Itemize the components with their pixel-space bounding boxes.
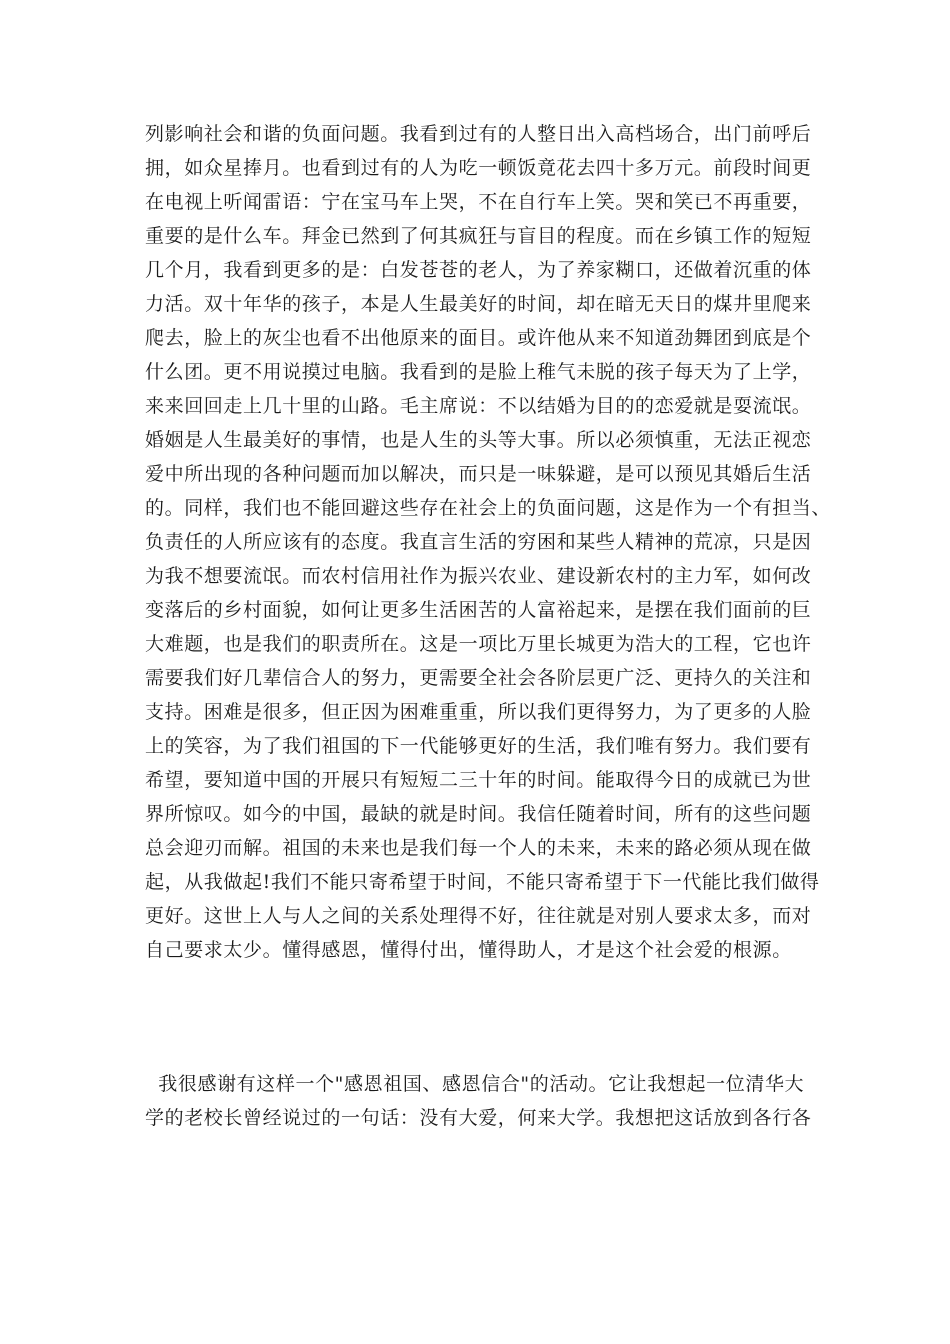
text-line: 重要的是什么车。拜金已然到了何其疯狂与盲目的程度。而在乡镇工作的短短 — [145, 225, 812, 247]
text-line: 我很感谢有这样一个"感恩祖国、感恩信合"的活动。它让我想起一位清华大 — [145, 1073, 805, 1095]
text-line: 学的老校长曾经说过的一句话：没有大爱，何来大学。我想把这话放到各行各 — [145, 1107, 812, 1129]
text-line: 自己要求太少。懂得感恩，懂得付出，懂得助人，才是这个社会爱的根源。 — [145, 939, 792, 961]
text-line: 起，从我做起!我们不能只寄希望于时间，不能只寄希望于下一代能比我们做得 — [145, 871, 820, 893]
text-line: 力活。双十年华的孩子，本是人生最美好的时间，却在暗无天日的煤井里爬来 — [145, 293, 812, 315]
text-line: 爱中所出现的各种问题而加以解决，而只是一味躲避，是可以预见其婚后生活 — [145, 463, 812, 485]
text-line: 拥，如众星捧月。也看到过有的人为吃一顿饭竟花去四十多万元。前段时间更 — [145, 157, 812, 179]
text-line: 更好。这世上人与人之间的关系处理得不好，往往就是对别人要求太多，而对 — [145, 905, 812, 927]
text-line: 列影响社会和谐的负面问题。我看到过有的人整日出入高档场合，出门前呼后 — [145, 123, 812, 145]
text-line: 希望，要知道中国的开展只有短短二三十年的时间。能取得今日的成就已为世 — [145, 769, 812, 791]
text-line: 界所惊叹。如今的中国，最缺的就是时间。我信任随着时间，所有的这些问题 — [145, 803, 812, 825]
text-line: 总会迎刃而解。祖国的未来也是我们每一个人的未来，未来的路必须从现在做 — [145, 837, 812, 859]
text-line: 爬去，脸上的灰尘也看不出他原来的面目。或许他从来不知道劲舞团到底是个 — [145, 327, 812, 349]
text-line: 什么团。更不用说摸过电脑。我看到的是脸上稚气未脱的孩子每天为了上学， — [145, 361, 812, 383]
text-line: 在电视上听闻雷语：宁在宝马车上哭，不在自行车上笑。哭和笑已不再重要， — [145, 191, 812, 213]
text-line: 来来回回走上几十里的山路。毛主席说：不以结婚为目的的恋爱就是耍流氓。 — [145, 395, 812, 417]
text-line: 支持。困难是很多，但正因为困难重重，所以我们更得努力，为了更多的人脸 — [145, 701, 812, 723]
text-line: 大难题，也是我们的职责所在。这是一项比万里长城更为浩大的工程，它也许 — [145, 633, 812, 655]
text-line: 需要我们好几辈信合人的努力，更需要全社会各阶层更广泛、更持久的关注和 — [145, 667, 812, 689]
text-line: 婚姻是人生最美好的事情，也是人生的头等大事。所以必须慎重，无法正视恋 — [145, 429, 812, 451]
text-line: 负责任的人所应该有的态度。我直言生活的穷困和某些人精神的荒凉，只是因 — [145, 531, 812, 553]
text-line: 为我不想要流氓。而农村信用社作为振兴农业、建设新农村的主力军，如何改 — [145, 565, 812, 587]
text-line: 上的笑容，为了我们祖国的下一代能够更好的生活，我们唯有努力。我们要有 — [145, 735, 812, 757]
text-line: 变落后的乡村面貌，如何让更多生活困苦的人富裕起来，是摆在我们面前的巨 — [145, 599, 812, 621]
text-line: 几个月，我看到更多的是：白发苍苍的老人，为了养家糊口，还做着沉重的体 — [145, 259, 812, 281]
text-line: 的。同样，我们也不能回避这些存在社会上的负面问题，这是作为一个有担当、 — [145, 497, 832, 519]
